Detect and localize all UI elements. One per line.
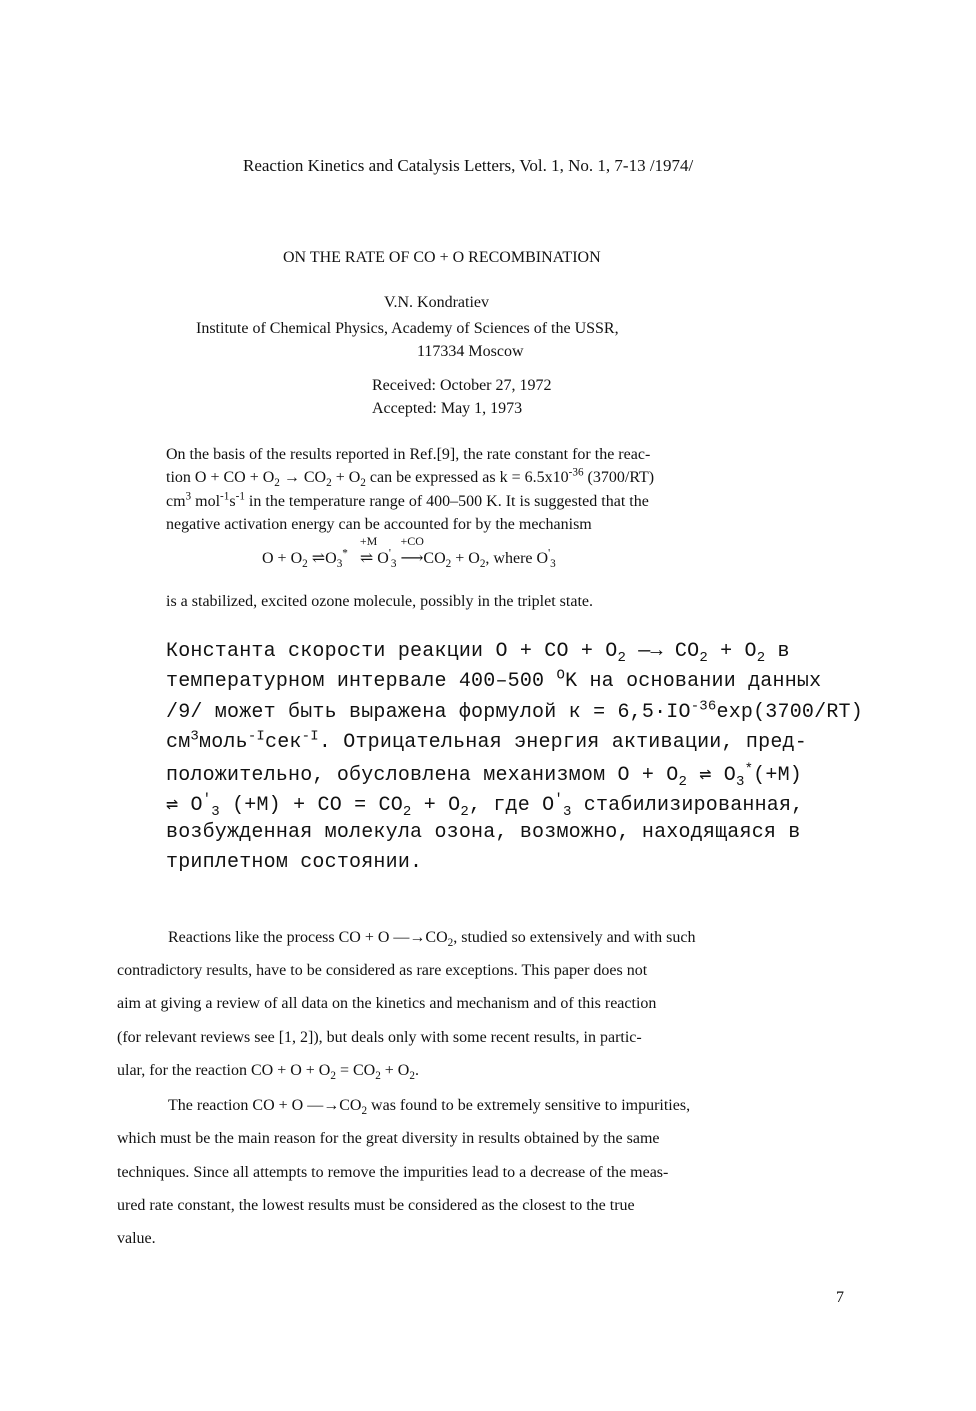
body-p2-line-5: value. [117, 1230, 156, 1247]
body-p1-line-1: Reactions like the process CO + O $—\to CO_2$, studied so extensively and with such [168, 929, 696, 950]
abstract-en-line-4: negative activation energy can be accounted for by the mechanism [166, 516, 592, 533]
accepted-date: Accepted: May 1, 1973 [372, 400, 523, 417]
abstract-en-line-1: On the basis of the results reported in Ref.[9], the rate constant for the reac- [166, 446, 651, 463]
equilibrium-arrow-icon: ⇌ [311, 550, 326, 567]
equilibrium-arrow-icon: +M ⇌ [359, 534, 378, 567]
author-name: V.N. Kondratiev [384, 294, 490, 311]
paper-title: ON THE RATE OF CO + O RECOMBINATION [283, 249, 601, 266]
abstract-en-line-3: $cm^3$ $mol^{-1}s^{-1}$ in the temperature range of 400–500 K. It is suggested that the [166, 490, 649, 510]
body-p1-line-2: contradictory results, have to be considered as rare exceptions. This paper does not [117, 962, 648, 979]
abstract-ru-line-4: $см^3моль^{-I}сек^{-I}$. Отрицательная энергия активации, пред- [166, 728, 807, 754]
reaction-mechanism: $O + O_2$ $\rightleftharpoons O_3^*$ +M ⇌ $O'_3$ +CO $⟶CO_2 + O_2$, where $O'_3$ [262, 534, 556, 571]
body-p1-line-5: ular, for the reaction CO + $O + O_2 = CO_2 + O_2$. [117, 1062, 419, 1083]
abstract-ru-line-7: возбужденная молекула озона, возможно, находящаяся в [166, 821, 801, 844]
body-p2-line-2: which must be the main reason for the great diversity in results obtained by the same [117, 1130, 660, 1147]
body-p1-line-4: (for relevant reviews see [1, 2]), but deals only with some recent results, in partic- [117, 1029, 642, 1046]
affiliation-line-2: 117334 Moscow [417, 343, 524, 360]
body-p2-line-3: techniques. Since all attempts to remove the impurities lead to a decrease of the meas- [117, 1164, 669, 1181]
abstract-ru-line-6: ⇌ $O'_3$ (+M) + CO = $CO_2 + O_2$, где $O'_3$ стабилизированная, [166, 791, 804, 820]
abstract-ru-line-5: положительно, обусловлена механизмом $O + O_2$ ⇌ $O_3^*(+M)$ [166, 761, 802, 790]
body-p1-line-3: aim at giving a review of all data on the kinetics and mechanism and of this reaction [117, 995, 657, 1012]
abstract-ru-line-8: триплетном состоянии. [166, 851, 423, 874]
abstract-ru-line-2: температурном интервале 400–500 $^O$K на основании данных [166, 667, 822, 693]
abstract-en-line-2: tion O + CO + $O_2 \to CO_2 + O_2$ can be expressed as $k = 6.5x10^{-36}$ (3700/RT) [166, 466, 655, 490]
abstract-ru-line-1: Константа скорости реакции O + CO + $O_2$ —→ $CO_2 + O_2$ в [166, 640, 790, 666]
body-p2-line-1: The reaction CO + O $—\to CO_2$ was found to be extremely sensitive to impurities, [168, 1097, 691, 1118]
page-number: 7 [836, 1289, 844, 1306]
affiliation-line-1: Institute of Chemical Physics, Academy of Sciences of the USSR, [196, 320, 619, 337]
abstract-ru-line-3: /9/ может быть выражена формулой $к = 6,5\cdot IO^{-36}\exp(3700/RT)$ [166, 698, 863, 724]
journal-citation: Reaction Kinetics and Catalysis Letters, Vol. 1, No. 1, 7-13 /1974/ [243, 156, 694, 175]
body-p2-line-4: ured rate constant, the lowest results must be considered as the closest to the true [117, 1197, 635, 1214]
right-arrow-icon: +CO ⟶ [400, 534, 424, 567]
received-date: Received: October 27, 1972 [372, 377, 552, 394]
abstract-en-line-5: is a stabilized, excited ozone molecule, possibly in the triplet state. [166, 593, 593, 610]
